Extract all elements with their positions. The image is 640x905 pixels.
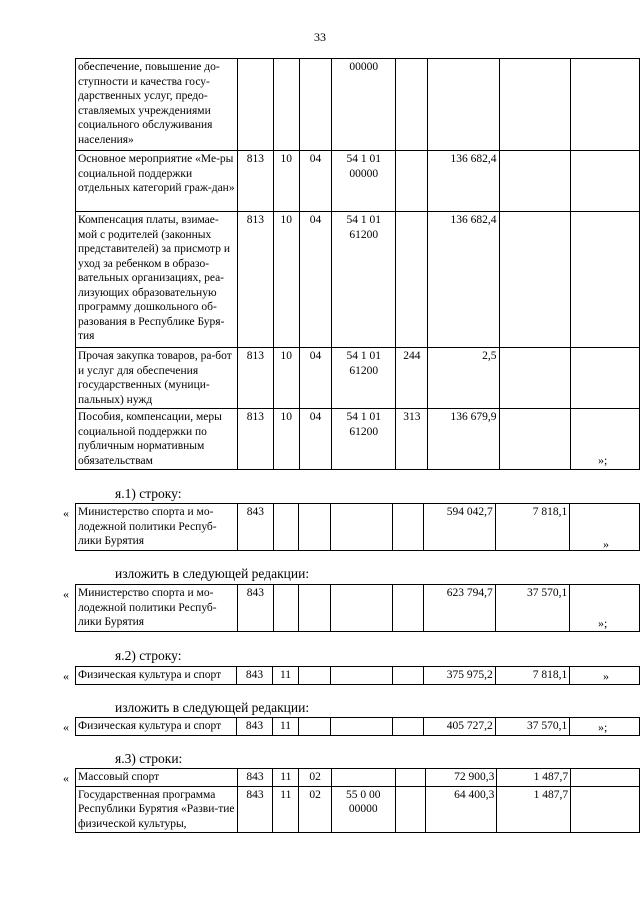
cell-ministry-code: 843 (237, 504, 273, 551)
table-row (76, 59, 640, 151)
cell-amount: 623 794,7 (424, 585, 496, 632)
cell-amount (428, 59, 499, 151)
cell-section: 10 (273, 348, 299, 409)
closing-quote: »; (598, 453, 608, 467)
cell-expense-type (396, 151, 428, 212)
cell-amount-2: 37 570,1 (495, 718, 569, 736)
cell-ministry-code: 813 (238, 151, 274, 212)
cell-expense-type: 244 (396, 348, 428, 409)
cell-target-article: 54 1 01 00000 (332, 151, 396, 212)
page-number: 33 (314, 30, 326, 44)
cell-amount: 594 042,7 (424, 504, 496, 551)
cell-subsection (299, 718, 331, 736)
table-row (76, 151, 640, 212)
cell-amount: 405 727,2 (424, 718, 496, 736)
cell-target-article: 00000 (332, 59, 396, 151)
table-row (76, 504, 640, 551)
cell-section: 11 (273, 769, 299, 787)
cell-target-article: 54 1 01 61200 (332, 409, 396, 470)
cell-amount-2: 37 570,1 (495, 585, 569, 632)
row-name: Министерство спорта и мо-лодежной политики Респуб-лики Бурятия (76, 504, 238, 551)
cell-ministry-code: 813 (238, 409, 274, 470)
cell-ministry-code: 843 (237, 769, 273, 787)
budget-table-s2 (75, 666, 640, 685)
cell-section: 11 (272, 667, 298, 685)
opening-quote: « (63, 506, 69, 520)
row-name: Компенсация платы, взимае-мой с родителей (законных представителей) за присмотр и уход за ребенком в образо-вательных организациях, реа-лизующих образовательную программу дошкольного об-разования в Республике Буря-тия (76, 212, 238, 348)
row-name: Массовый спорт (76, 769, 238, 787)
table-row (76, 585, 640, 632)
cell-amount-2: 1 487,7 (497, 786, 571, 833)
cell-subsection: 04 (299, 212, 331, 348)
table-row (76, 786, 640, 833)
cell-expense-type (393, 504, 424, 551)
table-row (76, 718, 640, 736)
opening-quote: « (63, 720, 69, 734)
cell-target-article (330, 718, 392, 736)
cell-amount-3 (571, 769, 640, 787)
closing-quote: » (603, 537, 609, 551)
cell-amount-2: 7 818,1 (495, 504, 569, 551)
budget-table-s2-new (75, 717, 640, 736)
cell-subsection: 04 (299, 409, 331, 470)
cell-section: 10 (273, 151, 299, 212)
cell-ministry-code: 843 (237, 585, 273, 632)
cell-amount-2 (499, 212, 571, 348)
section-heading-3: я.3) строки: (115, 751, 183, 766)
cell-expense-type (393, 718, 424, 736)
cell-amount: 64 400,3 (426, 786, 497, 833)
cell-target-article: 54 1 01 61200 (332, 348, 396, 409)
row-name: обеспечение, повышение до-ступности и качества госу-дарственных услуг, предо-ставляемых учреждениями социального обслуживания населения» (76, 59, 238, 151)
row-name: Министерство спорта и мо-лодежной политики Респуб-лики Бурятия (76, 585, 238, 632)
opening-quote: « (63, 771, 69, 785)
cell-amount-2: 7 818,1 (495, 667, 569, 685)
table-row (76, 409, 640, 470)
cell-target-article (330, 504, 392, 551)
cell-expense-type: 313 (396, 409, 428, 470)
row-name: Физическая культура и спорт (76, 718, 237, 736)
cell-subsection: 02 (299, 769, 331, 787)
cell-amount: 2,5 (428, 348, 499, 409)
budget-table-s1-new (75, 584, 640, 632)
row-name: Основное мероприятие «Ме-ры социальной поддержки отдельных категорий граж-дан» (76, 151, 238, 212)
cell-amount-3 (571, 786, 640, 833)
cell-amount-3 (571, 212, 640, 348)
cell-target-article: 55 0 00 00000 (331, 786, 395, 833)
cell-amount: 136 682,4 (428, 151, 499, 212)
cell-ministry-code: 813 (238, 348, 274, 409)
row-name: Прочая закупка товаров, ра-бот и услуг для обеспечения государственных (муници-пальных) нужд (76, 348, 238, 409)
cell-subsection: 04 (299, 348, 331, 409)
cell-section: 10 (273, 409, 299, 470)
cell-ministry-code: 843 (237, 786, 273, 833)
cell-section: 11 (273, 786, 299, 833)
cell-amount-3 (571, 348, 640, 409)
cell-expense-type (395, 786, 426, 833)
cell-section (273, 585, 298, 632)
opening-quote: « (63, 587, 69, 601)
section-heading-1: я.1) строку: (115, 486, 182, 501)
cell-amount-2 (499, 409, 571, 470)
cell-amount-2 (499, 151, 571, 212)
table-row (76, 667, 640, 685)
row-name: Пособия, компенсации, меры социальной поддержки по публичным нормативным обязательствам (76, 409, 238, 470)
closing-quote: »; (598, 720, 608, 734)
cell-ministry-code: 843 (237, 667, 273, 685)
cell-amount-2 (499, 59, 571, 151)
cell-section (273, 504, 298, 551)
table-row (76, 348, 640, 409)
cell-target-article (330, 667, 392, 685)
cell-ministry-code (238, 59, 274, 151)
cell-target-article: 54 1 01 61200 (332, 212, 396, 348)
cell-expense-type (393, 585, 424, 632)
cell-subsection (299, 504, 331, 551)
cell-section (273, 59, 299, 151)
cell-subsection (299, 59, 331, 151)
cell-target-article (330, 585, 392, 632)
cell-target-article (331, 769, 395, 787)
cell-amount: 375 975,2 (424, 667, 496, 685)
cell-amount-2 (499, 348, 571, 409)
budget-table-s1 (75, 503, 640, 551)
cell-amount-3 (571, 151, 640, 212)
cell-section: 11 (272, 718, 298, 736)
cell-ministry-code: 843 (237, 718, 273, 736)
opening-quote: « (63, 669, 69, 683)
cell-amount-2: 1 487,7 (497, 769, 571, 787)
cell-amount: 136 679,9 (428, 409, 499, 470)
budget-table-main (75, 58, 640, 470)
closing-quote: » (603, 669, 609, 683)
section-heading-2: я.2) строку: (115, 648, 182, 663)
closing-quote: »; (598, 616, 608, 630)
section-heading-1-new: изложить в следующей редакции: (115, 566, 310, 581)
section-heading-2-new: изложить в следующей редакции: (115, 700, 310, 715)
row-name: Физическая культура и спорт (76, 667, 237, 685)
cell-subsection (299, 667, 331, 685)
cell-expense-type (393, 667, 424, 685)
cell-ministry-code: 813 (238, 212, 274, 348)
cell-subsection: 04 (299, 151, 331, 212)
cell-amount-3 (571, 59, 640, 151)
cell-subsection: 02 (299, 786, 331, 833)
row-name: Государственная программа Республики Бурятия «Разви-тие физической культуры, (76, 786, 238, 833)
table-row (76, 769, 640, 787)
cell-amount: 136 682,4 (428, 212, 499, 348)
budget-table-s3 (75, 768, 640, 833)
table-row (76, 212, 640, 348)
cell-subsection (299, 585, 331, 632)
cell-expense-type (396, 212, 428, 348)
cell-expense-type (395, 769, 426, 787)
cell-expense-type (396, 59, 428, 151)
cell-section: 10 (273, 212, 299, 348)
cell-amount: 72 900,3 (426, 769, 497, 787)
